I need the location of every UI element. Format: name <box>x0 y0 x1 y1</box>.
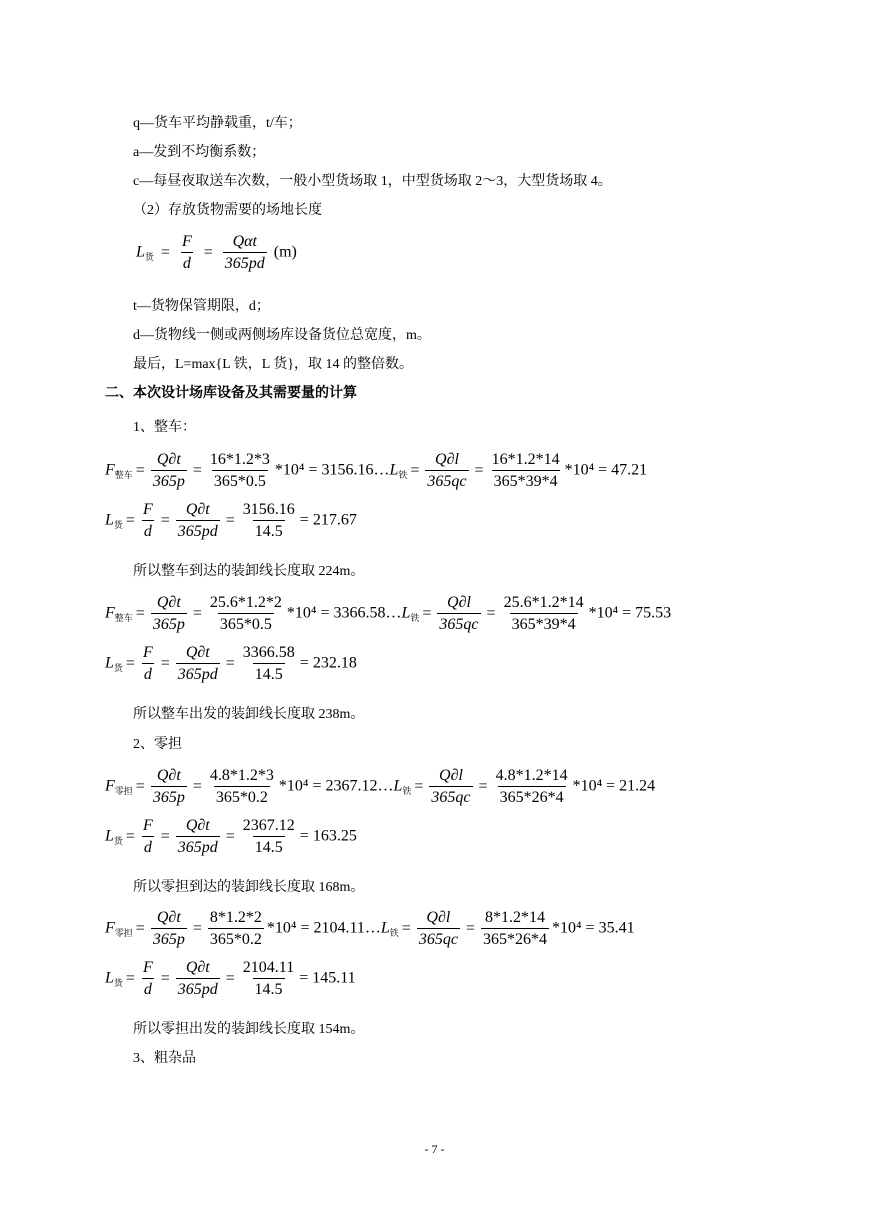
formula-l-goods-general: $L_货$ = $\frac{F}{d}$ = $\frac{\text{Qαt}}{365pd}$ (m) <box>136 233 297 272</box>
subsection-1-heading: 1、整车： <box>133 420 196 435</box>
definition-a: a—发到不均衡系数； <box>133 145 266 160</box>
final-rule: 最后，L=max{L 铁，L 货}，取 14 的整倍数。 <box>133 357 414 372</box>
formula-l-goods: $L_货$ = $\frac{F}{d}$ = $\frac{Q\partial t}{365pd}$ = $\frac{2104.11}{14.5}$ = 145.11 <box>105 959 356 998</box>
formula-f-and-l-rail: $F_{整车}$ = $\frac{Q\partial t}{365p}$ = $\frac{16*1.2*3}{365*0.5}$ $*10^4 = 3156.16\dots L_铁$ = $\frac{Q\partial l}{365qc}$ = $\frac{16*1.2*14}{365*39*4}$ *10⁴ = 47.21 <box>105 451 648 490</box>
item-2-heading: （2）存放货物需要的场地长度 <box>133 203 322 218</box>
formula-f-and-l-rail: $F_{零担}$ = $\frac{Q\partial t}{365p}$ = $\frac{4.8*1.2*3}{365*0.2}$ $*10^4 = 2367.12\dots L_铁$ = $\frac{Q\partial l}{365qc}$ = $\frac{4.8*1.2*14}{365*26*4}$ *10⁴ = 21.24 <box>105 767 656 806</box>
definition-t: t—货物保管期限，d； <box>133 299 270 314</box>
page-number: - 7 - <box>424 1142 445 1156</box>
result-3: 所以零担到达的装卸线长度取 168m。 <box>133 880 365 895</box>
definition-q: q—货车平均静载重，t/车； <box>133 116 302 131</box>
definition-c: c—每昼夜取送车次数，一般小型货场取 1，中型货场取 2～3，大型货场取 4。 <box>133 174 612 189</box>
result-4: 所以零担出发的装卸线长度取 154m。 <box>133 1022 365 1037</box>
result-1: 所以整车到达的装卸线长度取 224m。 <box>133 564 365 579</box>
formula-f-and-l-rail: $F_{零担}$ = $\frac{Q\partial t}{365p}$ = $\frac{8*1.2*2}{365*0.2}$ $*10^4 = 2104.11\dots L_铁$ = $\frac{Q\partial l}{365qc}$ = $\frac{8*1.2*14}{365*26*4}$ *10⁴ = 35.41 <box>105 909 635 948</box>
result-2: 所以整车出发的装卸线长度取 238m。 <box>133 707 365 722</box>
formula-l-goods: $L_货$ = $\frac{F}{d}$ = $\frac{Q\partial t}{365pd}$ = $\frac{3156.16}{14.5}$ = 217.67 <box>105 501 357 540</box>
formula-l-goods: $L_货$ = $\frac{F}{d}$ = $\frac{Q\partial t}{365pd}$ = $\frac{3366.58}{14.5}$ = 232.18 <box>105 644 357 683</box>
definition-d: d—货物线一侧或两侧场库设备货位总宽度，m。 <box>133 328 431 343</box>
section-2-heading: 二、本次设计场库设备及其需要量的计算 <box>105 386 357 401</box>
formula-l-goods: $L_货$ = $\frac{F}{d}$ = $\frac{Q\partial t}{365pd}$ = $\frac{2367.12}{14.5}$ = 163.25 <box>105 817 357 856</box>
subsection-2-heading: 2、零担 <box>133 737 182 752</box>
formula-f-and-l-rail: $F_{整车}$ = $\frac{Q\partial t}{365p}$ = $\frac{25.6*1.2*2}{365*0.5}$ $*10^4 = 3366.58\dots L_铁$ = $\frac{Q\partial l}{365qc}$ = $\frac{25.6*1.2*14}{365*39*4}$ *10⁴ = 75.53 <box>105 594 672 633</box>
subsection-3-heading: 3、粗杂品 <box>133 1051 196 1066</box>
